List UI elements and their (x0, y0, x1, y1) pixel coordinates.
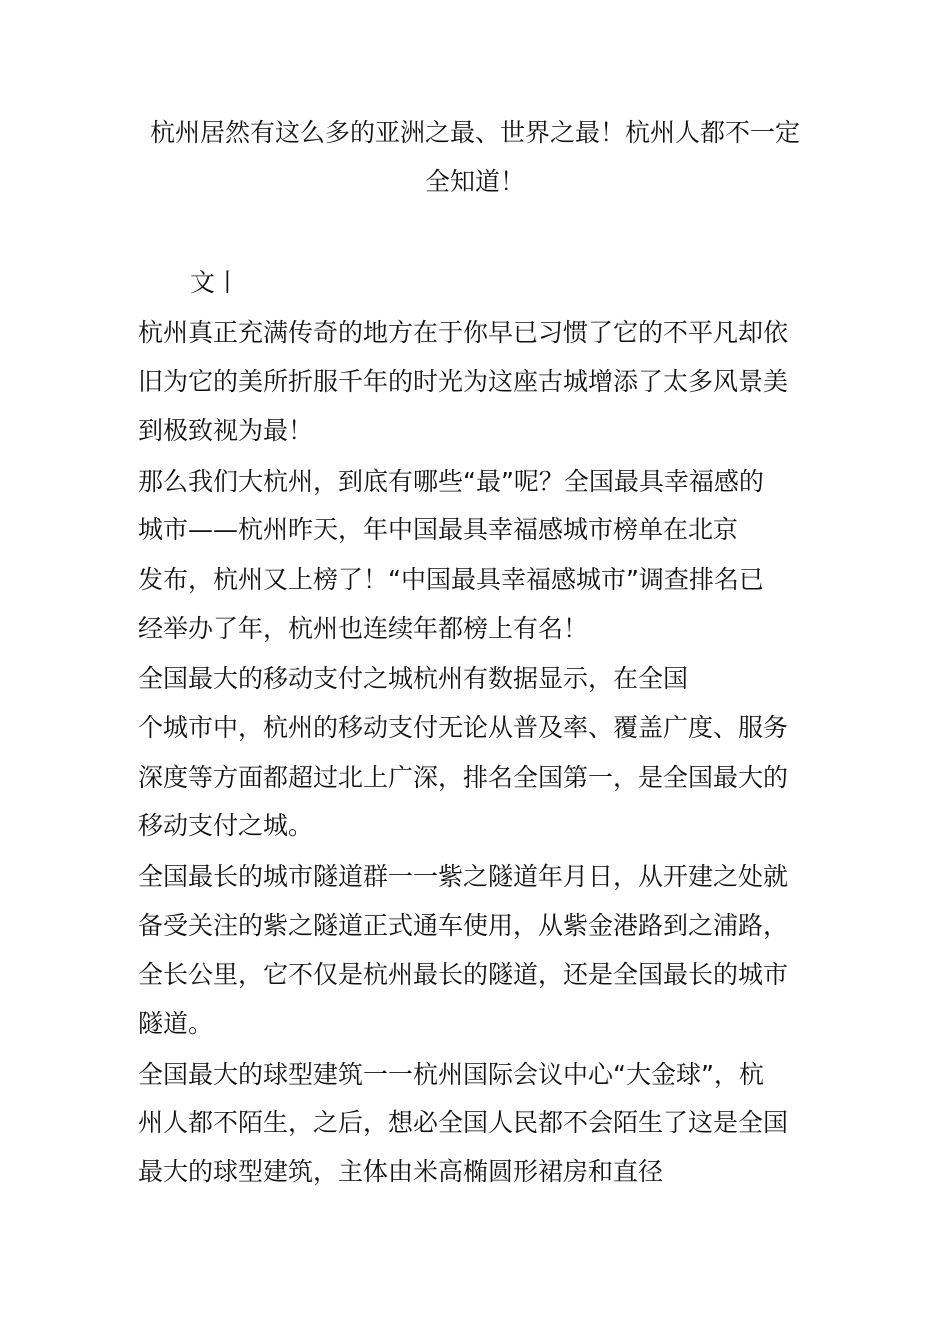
body-line: 旧为它的美所折服千年的时光为这座古城增添了太多风景美 (138, 367, 789, 396)
body-line: 城市——杭州昨天，年中国最具幸福感城市榜单在北京 (138, 515, 739, 544)
body-line: 州人都不陌生，之后，想必全国人民都不会陌生了这是全国 (138, 1108, 789, 1137)
body-line: 全国最大的球型建筑一一杭州国际会议中心“大金球”，杭 (138, 1060, 764, 1089)
body-line: 全国最大的移动支付之城杭州有数据显示，在全国 (138, 664, 689, 693)
body-line: 个城市中，杭州的移动支付无论从普及率、覆盖广度、服务 (138, 713, 789, 742)
body-line: 杭州真正充满传奇的地方在于你早已习惯了它的不平凡却依 (138, 318, 789, 347)
body-line: 隧道。 (138, 1009, 214, 1038)
body-line: 备受关注的紫之隧道正式通车使用，从紫金港路到之浦路， (138, 911, 789, 940)
body-line: 最大的球型建筑，主体由米高椭圆形裙房和直径 (138, 1157, 664, 1186)
body-line: 深度等方面都超过北上广深，排名全国第一，是全国最大的 (138, 763, 789, 792)
body-line: 那么我们大杭州，到底有哪些“最”呢？全国最具幸福感的 (138, 467, 764, 496)
title-line-1: 杭州居然有这么多的亚洲之最、世界之最！杭州人都不一定 (149, 118, 800, 147)
body-line: 全国最长的城市隧道群一一紫之隧道年月日，从开建之处就 (138, 862, 789, 891)
body-line: 到极致视为最！ (138, 416, 314, 445)
body-line: 全长公里，它不仅是杭州最长的隧道，还是全国最长的城市 (138, 960, 789, 989)
body-line: 移动支付之城。 (138, 811, 314, 840)
body-line: 发布，杭州又上榜了！“中国最具幸福感城市”调查排名已 (138, 565, 764, 594)
title-line-2: 全知道！ (424, 167, 525, 196)
byline: 文丨 (190, 268, 241, 297)
body-line: 经举办了年，杭州也连续年都榜上有名！ (138, 614, 589, 643)
